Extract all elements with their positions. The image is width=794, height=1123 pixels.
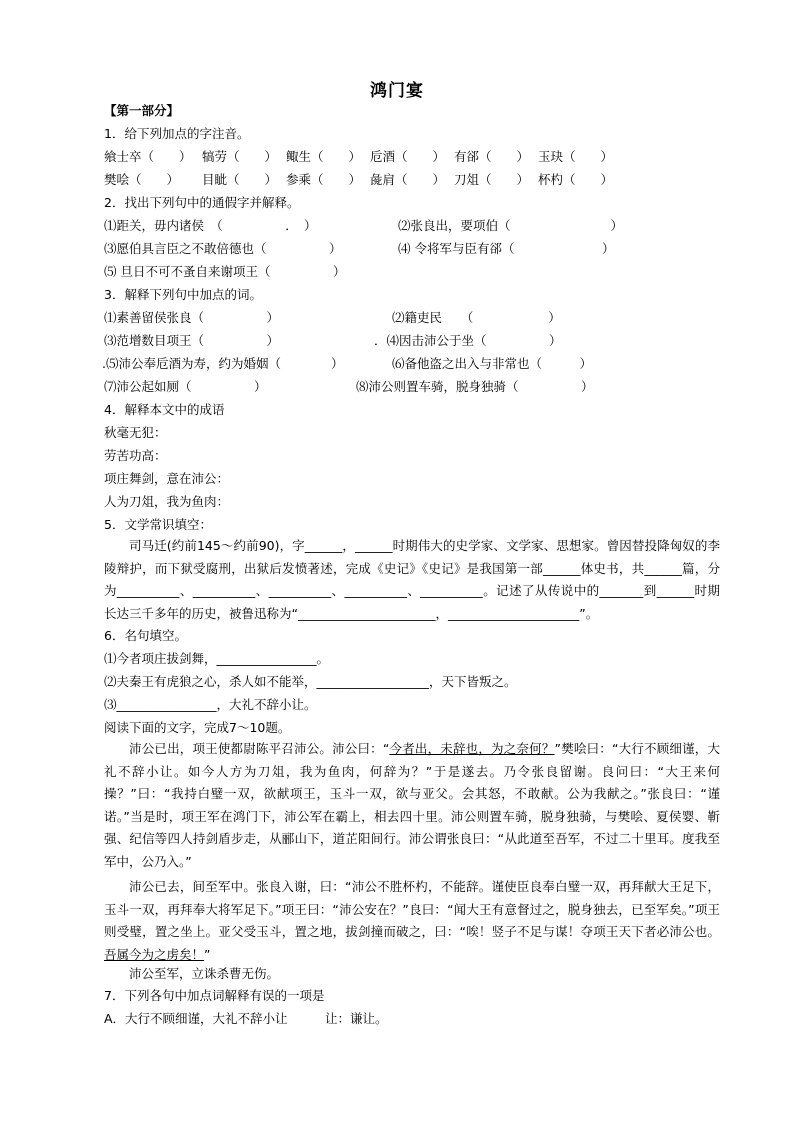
reading-text: 沛公已出，项王使都尉陈平召沛公。沛公曰：“ bbox=[129, 741, 390, 756]
q1-item: 犒劳（ ） bbox=[202, 149, 278, 164]
q1-item: 飨士卒（ ） bbox=[104, 149, 192, 164]
q2-item: ⑵张良出，要项伯（ ） bbox=[398, 218, 624, 233]
reading-text: ” bbox=[204, 946, 211, 962]
q2-item: ⑷ 令将军与臣有郤（ ） bbox=[398, 241, 615, 256]
q6-line: ⑴今者项庄拔剑舞，________________。 bbox=[104, 651, 330, 666]
q6-line: ⑵夫秦王有虎狼之心，杀人如不能举，__________________，天下皆叛之。 bbox=[104, 674, 517, 689]
q4-idiom: 人为刀俎，我为鱼肉： bbox=[104, 494, 230, 509]
reading-paragraph-1 bbox=[104, 738, 720, 873]
q2-item: ⑴距关，毋内诸侯 （ ． ） bbox=[104, 218, 317, 233]
q6-prompt: 6．名句填空。 bbox=[104, 628, 187, 643]
q3-item: ⑶范增数目项王（ ） bbox=[104, 333, 280, 348]
underlined-sentence: 吾属今为之虏矣！ bbox=[104, 946, 205, 962]
q7-option-a: A．大行不顾细谨，大礼不辞小让 让：谦让。 bbox=[104, 1011, 388, 1026]
reading-text: ”樊哙曰：“大行不顾细谨，大礼不辞小让。如今人方为刀俎，我为鱼肉，何辞为？”于是遂去。乃令张良留谢。良问曰：“大王来何操？”曰：“我持白璧一双，欲献项王，玉斗一双，欲与亚父。会其怒，不敢献。公为我献之。”张良曰：“谨诺。”当是时，项王军在鸿门下，沛公军在霸上，相去四十里。沛公则置车骑，脱身独骑，与樊哙、夏侯婴、靳强、纪信等四人持剑盾步走，从郦山下，道芷阳间行。沛公谓张良曰：“从此道至吾军，不过二十里耳。度我至军中，公乃入。” bbox=[104, 741, 720, 869]
q3-item: ⑹备他盗之出入与非常也（ ） bbox=[392, 356, 593, 371]
q2-item: ⑶愿伯具言臣之不敢倍德也（ ） bbox=[104, 241, 342, 256]
reading-paragraph-3: 沛公至军，立诛杀曹无伤。 bbox=[129, 966, 280, 981]
reading-paragraph-2 bbox=[104, 876, 720, 966]
q1-item: 鲰生（ ） bbox=[286, 149, 362, 164]
q4-prompt: 4．解释本文中的成语 bbox=[104, 402, 225, 417]
q5-text: 司马迁(约前145～约前90)，字______，______时期伟大的史学家、文学家、思想家。曾因替投降匈奴的李陵辩护，而下狱受腐刑，出狱后发愤著述，完成《史记》《史记》是我国第一部______体史书，共______篇，分为__________、__________、__________、__________、__________。记述了从传说中的_______到______时期长达三千多年的历史，被鲁迅称为“______________________，_____________________”。 bbox=[104, 538, 720, 621]
q3-item: ．⑷因击沛公于坐（ ） bbox=[374, 333, 562, 348]
q2-prompt: 2．找出下列句中的通假字并解释。 bbox=[104, 195, 300, 210]
q3-item: ⑴素善留侯张良（ ） bbox=[104, 310, 280, 325]
q4-idiom: 项庄舞剑，意在沛公： bbox=[104, 471, 230, 486]
q2-item: ⑸ 旦日不可不蚤自来谢项王（ ） bbox=[104, 264, 346, 279]
q1-item: 杯杓（ ） bbox=[538, 172, 614, 187]
q3-item: ⑺沛公起如厕（ ） bbox=[104, 379, 267, 394]
q1-item: 刀俎（ ） bbox=[454, 172, 530, 187]
q3-item: ⑵籍吏民 （ ） bbox=[392, 310, 561, 325]
q4-idiom: 秋毫无犯： bbox=[104, 425, 167, 440]
reading-text: 沛公已去，间至军中。张良入谢，曰：“沛公不胜杯杓，不能辞。谨使臣良奉白璧一双，再拜献大王足下，玉斗一双，再拜奉大将军足下。”项王曰：“沛公安在？”良曰：“闻大王有意督过之，脱身独去，已至军矣。”项王则受璧，置之坐上。亚父受玉斗，置之地，拔剑撞而破之，曰：“唉！竖子不足与谋！夺项王天下者必沛公也。 bbox=[104, 879, 720, 939]
q3-prompt: 3．解释下列句中加点的词。 bbox=[104, 287, 262, 302]
q4-idiom: 劳苦功高： bbox=[104, 448, 167, 463]
q3-item: .⑸沛公奉卮酒为寿，约为婚姻（ ） bbox=[102, 356, 344, 371]
page-title: 鸿门宴 bbox=[370, 81, 424, 101]
q1-item: 参乘（ ） bbox=[286, 172, 362, 187]
q5-prompt: 5．文学常识填空： bbox=[104, 517, 212, 532]
part1-heading: 【第一部分】 bbox=[104, 103, 180, 118]
q7-prompt: 7．下列各句中加点词解释有误的一项是 bbox=[104, 988, 325, 1003]
q3-item: ⑻沛公则置车骑，脱身独骑（ ） bbox=[356, 379, 594, 394]
q1-item: 玉玦（ ） bbox=[538, 149, 614, 164]
q1-item: 彘肩（ ） bbox=[370, 172, 446, 187]
q1-item: 目眦（ ） bbox=[202, 172, 278, 187]
underlined-sentence: 今者出，未辞也，为之奈何？ bbox=[389, 741, 555, 756]
q1-item: 卮酒（ ） bbox=[370, 149, 446, 164]
q6-line: ⑶________________，大礼不辞小让。 bbox=[104, 697, 317, 712]
q1-item: 樊哙（ ） bbox=[104, 172, 180, 187]
q1-prompt: 1．给下列加点的字注音。 bbox=[104, 126, 250, 141]
reading-intro: 阅读下面的文字，完成7～10题。 bbox=[104, 720, 291, 735]
q1-item: 有郤（ ） bbox=[454, 149, 530, 164]
